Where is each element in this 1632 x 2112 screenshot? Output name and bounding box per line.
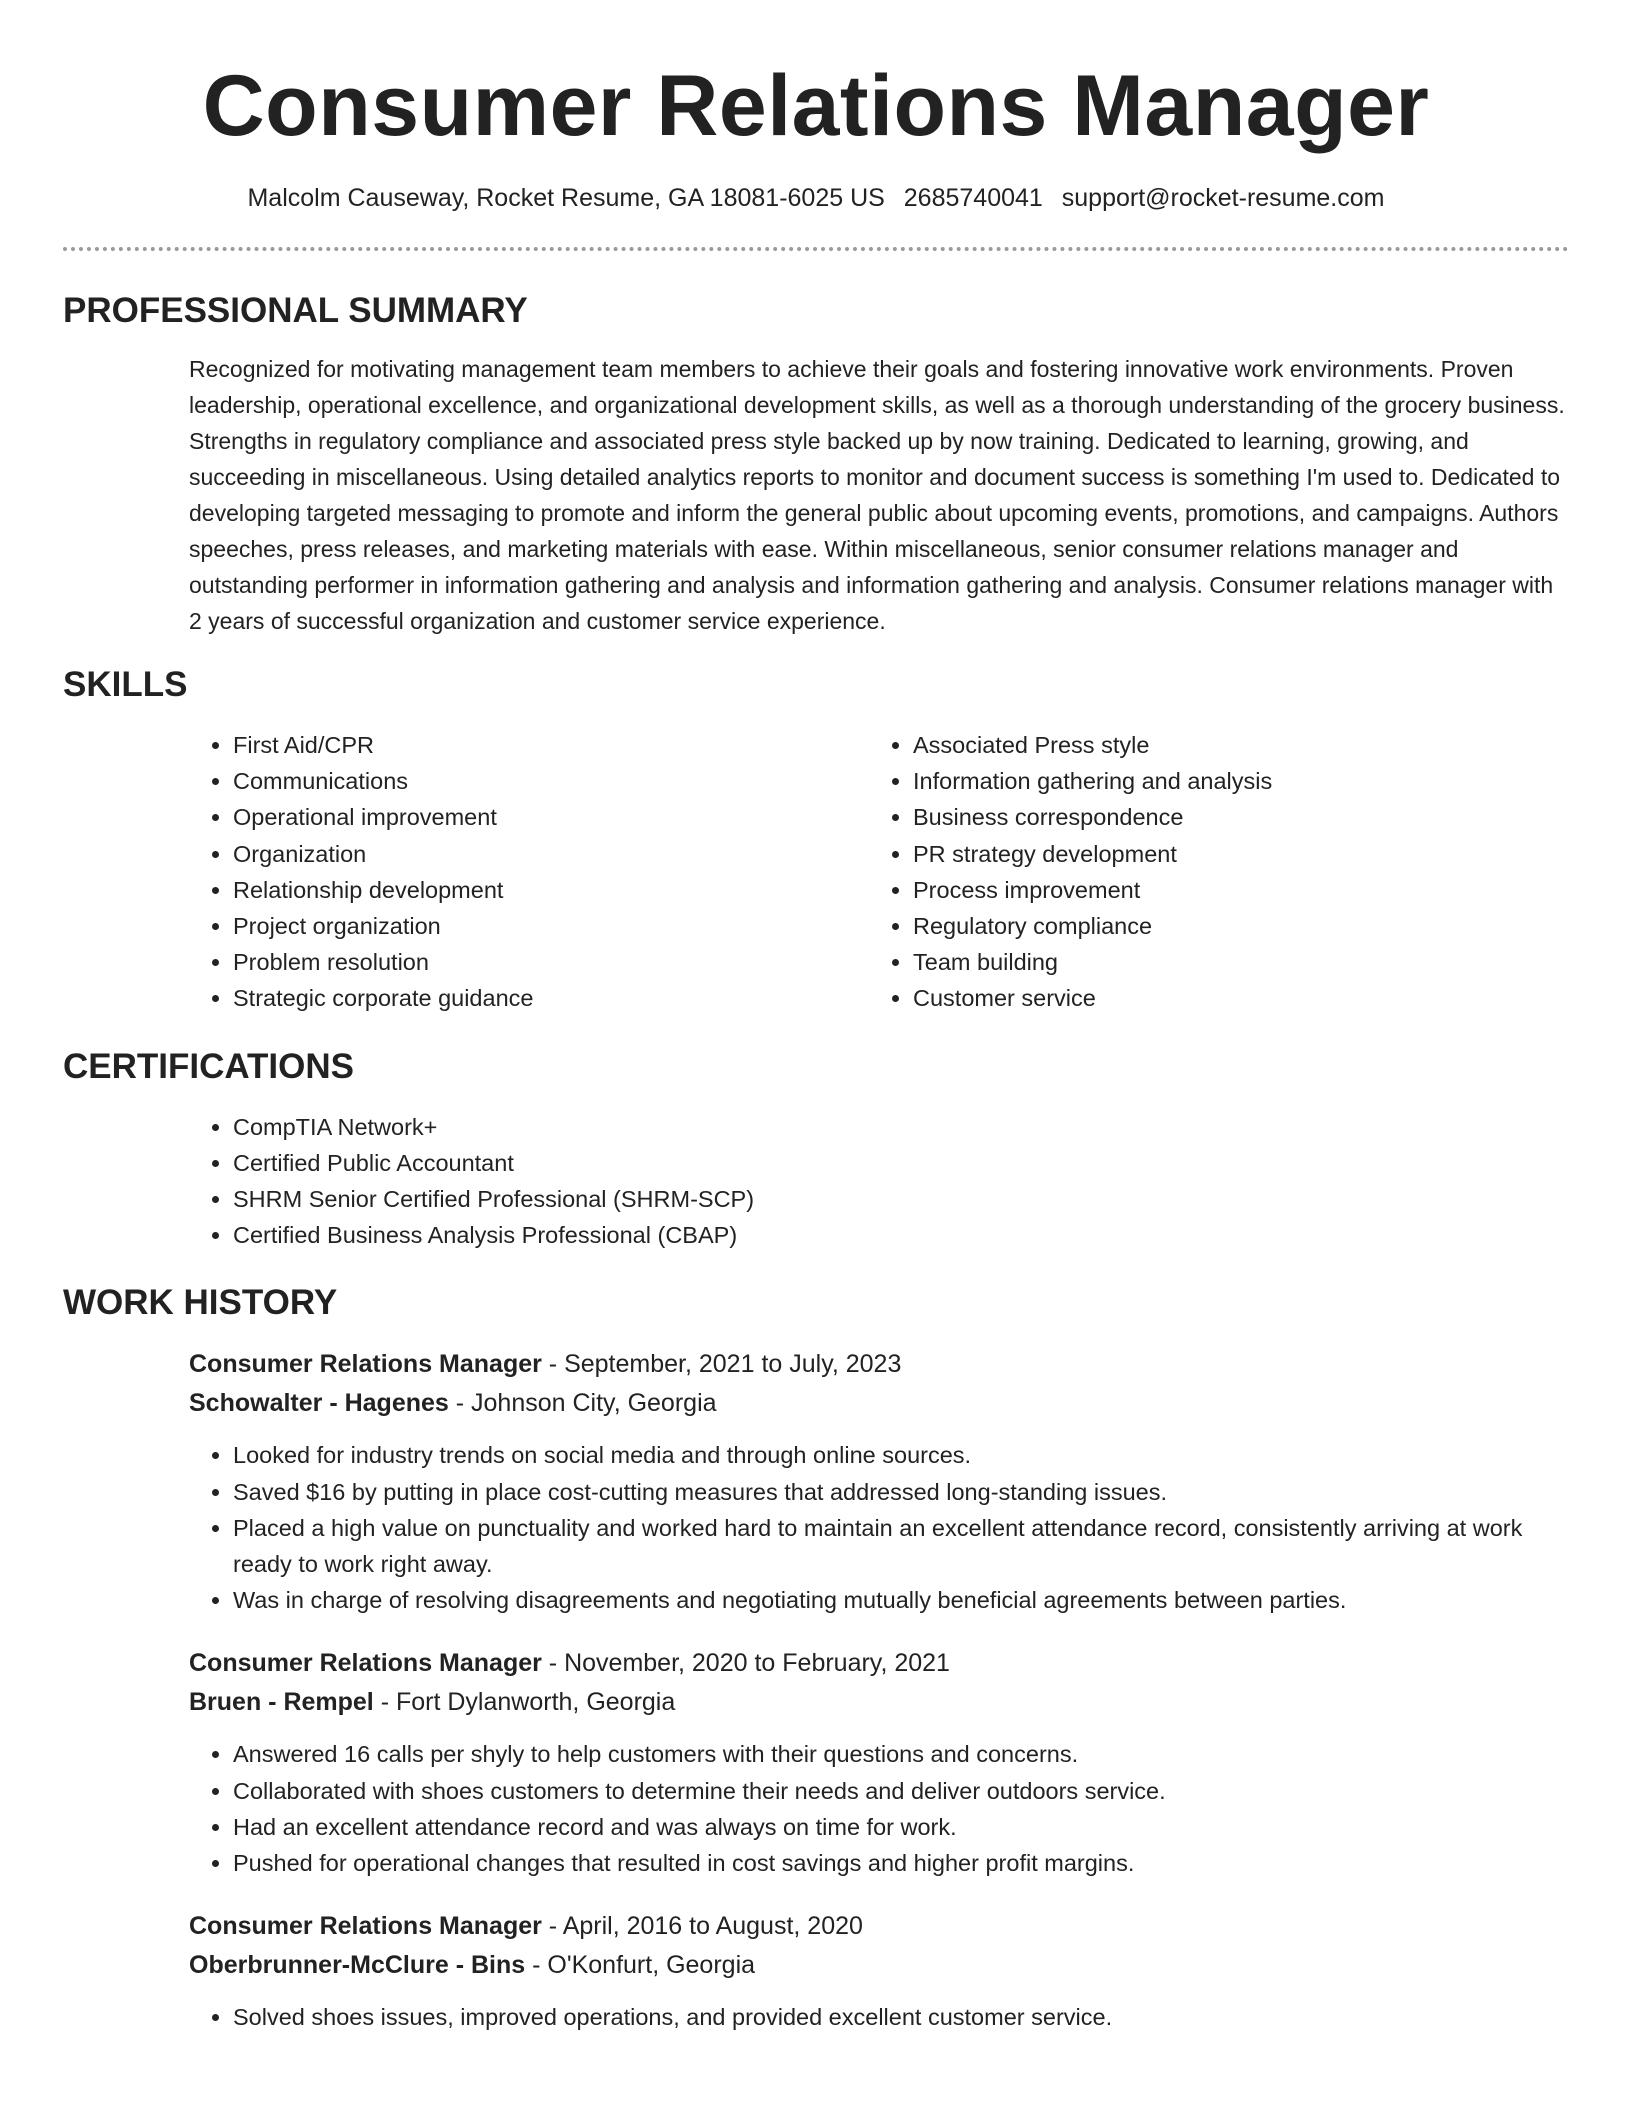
skill-item: • Relationship development xyxy=(233,872,869,908)
job-role: Consumer Relations Manager xyxy=(189,1912,542,1941)
job-dates: - November, 2020 to February, 2021 xyxy=(541,1649,950,1678)
skill-item: • Project organization xyxy=(233,908,869,944)
job-company-line xyxy=(189,1384,1569,1423)
job-company-line xyxy=(189,1683,1569,1722)
job-role-line xyxy=(189,1345,1569,1384)
skill-item: • Team building xyxy=(913,944,1549,980)
job-bullet: • Solved shoes issues, improved operations, and provided excellent customer service. xyxy=(233,1999,1569,2035)
job-bullets xyxy=(189,1736,1569,1881)
skill-item: • Customer service xyxy=(913,980,1549,1016)
skill-item: • Operational improvement xyxy=(233,799,869,835)
certifications-list xyxy=(189,1109,1632,1254)
job-company: Bruen - Rempel xyxy=(189,1688,374,1717)
certification-item: • CompTIA Network+ xyxy=(233,1109,1632,1145)
job-bullet: • Collaborated with shoes customers to determine their needs and deliver outdoors service. xyxy=(233,1773,1569,1809)
skills-grid xyxy=(189,727,1632,1017)
skill-item: • Business correspondence xyxy=(913,799,1549,835)
job-company: Schowalter - Hagenes xyxy=(189,1389,449,1418)
certifications-bullets xyxy=(189,1109,1632,1254)
skill-item: • Regulatory compliance xyxy=(913,908,1549,944)
skill-item: • First Aid/CPR xyxy=(233,727,869,763)
job-entry xyxy=(189,1644,1569,1881)
skill-item: • Information gathering and analysis xyxy=(913,763,1549,799)
job-bullet: • Pushed for operational changes that resulted in cost savings and higher profit margins. xyxy=(233,1845,1569,1881)
skills-heading: SKILLS xyxy=(63,665,188,704)
certification-item: • Certified Business Analysis Professional (CBAP) xyxy=(233,1217,1632,1253)
skill-item: • Associated Press style xyxy=(913,727,1549,763)
job-bullet: • Placed a high value on punctuality and worked hard to maintain an excellent attendance record, consistently arriving at work ready to work right away. xyxy=(233,1510,1569,1582)
header-divider xyxy=(63,247,1569,251)
job-entry xyxy=(189,1345,1569,1618)
skills-section xyxy=(0,665,1632,1017)
certification-item: • Certified Public Accountant xyxy=(233,1145,1632,1181)
job-entry xyxy=(189,1907,1569,2035)
job-bullet: • Answered 16 calls per shyly to help customers with their questions and concerns. xyxy=(233,1736,1569,1772)
job-location: - Johnson City, Georgia xyxy=(448,1389,717,1418)
skill-item: • Organization xyxy=(233,836,869,872)
skill-item: • PR strategy development xyxy=(913,836,1549,872)
work-history-heading: WORK HISTORY xyxy=(63,1283,338,1323)
job-bullet: • Looked for industry trends on social media and through online sources. xyxy=(233,1437,1569,1473)
job-dates: - April, 2016 to August, 2020 xyxy=(541,1912,863,1941)
skill-item: • Communications xyxy=(233,763,869,799)
job-location: - O'Konfurt, Georgia xyxy=(525,1951,756,1980)
job-bullets xyxy=(189,1999,1569,2035)
phone-number: 2685740041 xyxy=(903,184,1043,212)
job-dates: - September, 2021 to July, 2023 xyxy=(541,1350,902,1379)
job-role: Consumer Relations Manager xyxy=(189,1350,542,1379)
resume-title: Consumer Relations Manager xyxy=(202,58,1430,154)
certifications-section xyxy=(0,1047,1632,1254)
job-bullet: • Saved $16 by putting in place cost-cutting measures that addressed long-standing issues. xyxy=(233,1474,1569,1510)
job-company-line xyxy=(189,1946,1569,1985)
job-bullets xyxy=(189,1437,1569,1618)
email-address: support@rocket-resume.com xyxy=(1061,184,1385,212)
certification-item: • SHRM Senior Certified Professional (SHRM-SCP) xyxy=(233,1181,1632,1217)
contact-info xyxy=(0,184,1632,213)
job-bullet: • Had an excellent attendance record and was always on time for work. xyxy=(233,1809,1569,1845)
job-role-line xyxy=(189,1644,1569,1683)
skill-item: • Process improvement xyxy=(913,872,1549,908)
skills-list-left xyxy=(189,727,869,1017)
summary-section xyxy=(0,291,1632,639)
job-bullet: • Was in charge of resolving disagreements and negotiating mutually beneficial agreements between parties. xyxy=(233,1582,1569,1618)
address: Malcolm Causeway, Rocket Resume, GA 18081-6025 US xyxy=(247,184,885,212)
job-location: - Fort Dylanworth, Georgia xyxy=(373,1688,676,1717)
job-company: Oberbrunner-McClure - Bins xyxy=(189,1951,526,1980)
skills-list-right xyxy=(869,727,1549,1017)
skill-item: • Problem resolution xyxy=(233,944,869,980)
skill-item: • Strategic corporate guidance xyxy=(233,980,869,1016)
summary-heading: PROFESSIONAL SUMMARY xyxy=(63,291,528,330)
work-history-section xyxy=(0,1283,1632,2035)
job-role-line xyxy=(189,1907,1569,1946)
summary-text: Recognized for motivating management team members to achieve their goals and fostering innovative work environments. Proven leadership, operational excellence, and organizational development skills, as well as a thorough understanding of the grocery business. Strengths in regulatory compliance and associated press style backed up by now training. Dedicated to learning, growing, and succeeding in miscellaneous. Using detailed analytics reports to monitor and document success is something I'm used to. Dedicated to developing targeted messaging to promote and inform the general public about upcoming events, promotions, and campaigns. Authors speeches, press releases, and marketing materials with ease. Within miscellaneous, senior consumer relations manager and outstanding performer in information gathering and analysis and information gathering and analysis. Consumer relations manager with 2 years of successful organization and customer service experience. xyxy=(189,356,1565,634)
certifications-heading: CERTIFICATIONS xyxy=(63,1046,355,1086)
job-role: Consumer Relations Manager xyxy=(189,1649,542,1678)
